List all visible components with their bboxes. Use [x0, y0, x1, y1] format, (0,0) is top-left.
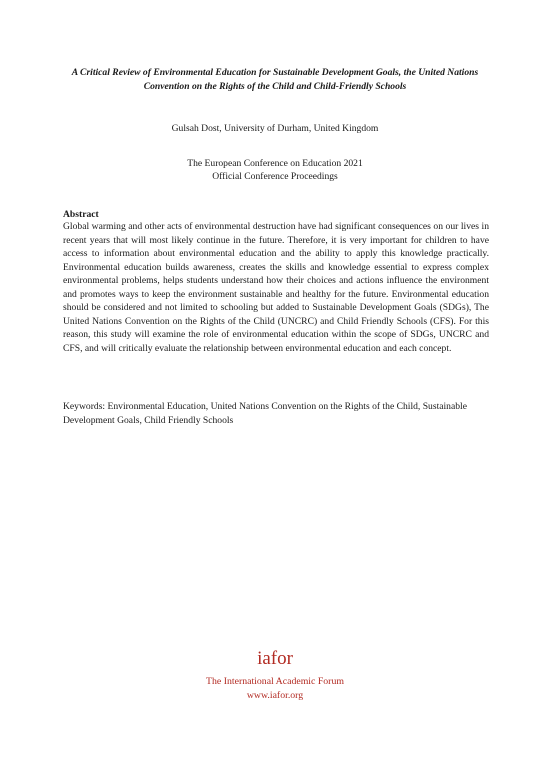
iafor-logo: iafor	[257, 648, 293, 669]
proceedings-label: Official Conference Proceedings	[212, 171, 338, 182]
author-affiliation: Gulsah Dost, University of Durham, United Kingdom	[171, 123, 379, 134]
organization-url[interactable]: www.iafor.org	[246, 690, 304, 701]
organization-name: The International Academic Forum	[206, 676, 344, 687]
abstract-heading: Abstract	[63, 209, 99, 220]
keywords: Keywords: Environmental Education, United Nations Convention on the Rights of the Child, Sustainable Development Goals, Child Friendly Schools	[63, 401, 467, 426]
paper-title: A Critical Review of Environmental Education for Sustainable Development Goals, the United Nations Convention on the Rights of the Child and Child-Friendly Schools	[71, 67, 479, 92]
conference-name: The European Conference on Education 2021	[187, 158, 363, 169]
abstract-body: Global warming and other acts of environmental destruction have had significant consequences on our lives in recent years that will most likely continue in the future. Therefore, it is very important for children to have access to information about environmental education and the ability to apply this knowledge practically. Environmental education builds awareness, creates the skills and knowledge essential to express complex environmental problems, helps students understand how their choices and actions influence the environment and promotes ways to keep the environment sustainable and healthy for the future. Environmental education should be considered and not limited to schooling but added to Sustainable Development Goals (SDGs), The United Nations Convention on the Rights of the Child (UNCRC) and Child Friendly Schools (CFS). For this reason, this study will examine the role of environmental education within the scope of SDGs, UNCRC and CFS, and will critically evaluate the relationship between environmental education and each concept.	[63, 221, 489, 354]
